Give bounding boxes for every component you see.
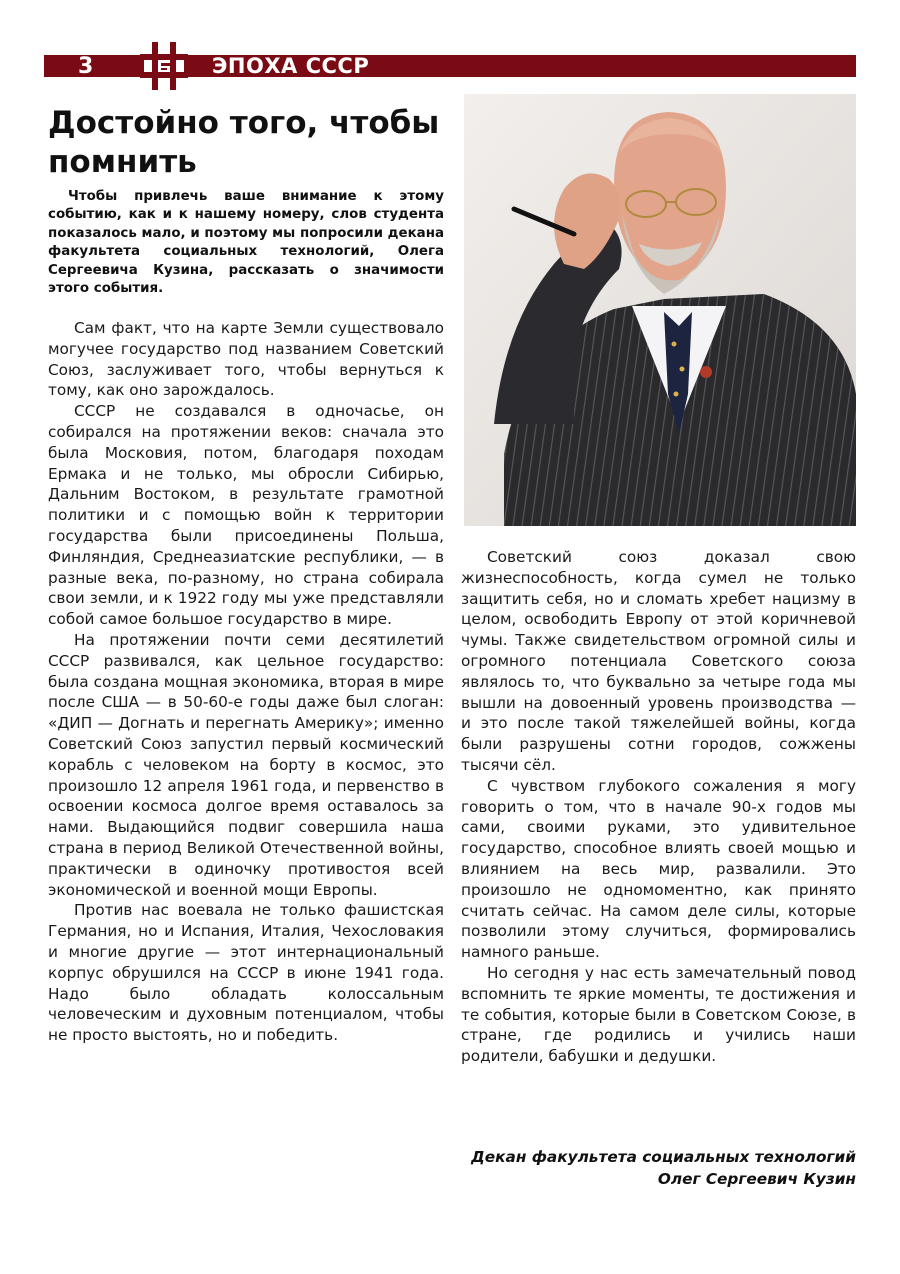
paragraph: Советский союз доказал свою жизнеспособность, когда сумел не только защитить себя, но и сломать хребет нацизму в целом, освободить Европу от этой коричневой чумы. Также свидетельством огромной силы и огромного потенциала Советского союза являлось то, что буквально за четыре года мы вышли на довоенный уровень производства — и это после такой тяжелейшей войны, когда были разрушены сотни городов, сожжены тысячи сёл.	[461, 548, 856, 774]
signature-name: Олег Сергеевич Кузин	[657, 1170, 856, 1188]
right-column	[461, 547, 856, 1067]
paragraph: Сам факт, что на карте Земли существовало могучее государство под названием Советский Союз, заслуживает того, чтобы вернуться к тому, как оно зарождалось.	[48, 319, 444, 400]
author-signature	[420, 1146, 856, 1190]
magazine-logo-icon	[140, 42, 188, 90]
paragraph: Против нас воевала не только фашистская Германия, но и Испания, Италия, Чехословакия и многие другие — этот интернациональный корпус обрушился на СССР в июне 1941 года. Надо было обладать колоссальным человеческим и духовным потенциалом, чтобы не просто выстоять, но и победить.	[48, 901, 444, 1045]
page-number: 3	[78, 54, 94, 79]
paragraph: СССР не создавался в одночасье, он собирался на протяжении веков: сначала это была Московия, потом, благодаря походам Ермака и не только, мы обросли Сибирью, Дальним Востоком, в результате грамотной политики и с помощью войн к территории государства были присоединены Польша, Финляндия, Среднеазиатские республики, — в разные века, по-разному, но страна собирала свои земли, и к 1922 году мы уже представляли собой самое большое государство в мире.	[48, 402, 444, 629]
paragraph: Но сегодня у нас есть замечательный повод вспомнить те яркие моменты, те достижения и те события, которые были в Советском Союзе, в стране, где родились и учились наши родители, бабушки и дедушки.	[461, 963, 856, 1066]
paragraph: С чувством глубокого сожаления я могу говорить о том, что в начале 90-х годов мы сами, своими руками, это удивительное государство, способное влиять своей мощью и влиянием на весь мир, развалили. Это произошло не одномоментно, как принято считать сейчас. На самом деле силы, которые позволили этому случиться, формировались намного раньше.	[461, 776, 856, 962]
section-title: ЭПОХА СССР	[212, 54, 370, 78]
left-column	[48, 318, 444, 1046]
article-lead: Чтобы привлечь ваше внимание к этому событию, как и к нашему номеру, слов студента показалось мало, и поэтому мы попросили декана факультета социальных технологий, Олега Сергеевича Кузина, рассказать о значимости этого события.	[48, 189, 444, 297]
author-photo	[464, 94, 856, 526]
signature-position: Декан факультета социальных технологий	[471, 1148, 856, 1166]
article-title: Достойно того, чтобы помнить	[48, 105, 440, 180]
paragraph: На протяжении почти семи десятилетий СССР развивался, как цельное государство: была создана мощная экономика, вторая в мире после США — в 50-60-е годы даже был слоган: «ДИП — Догнать и перегнать Америку»; именно Советский Союз запустил первый космический корабль с человеком на борту в космос, это произошло 12 апреля 1961 года, и первенство в освоении космоса долгое время оставалось за нами. Выдающийся подвиг совершила наша страна в период Великой Отечественной войны, практически в одиночку противостоя всей экономической и военной мощи Европы.	[48, 630, 444, 899]
